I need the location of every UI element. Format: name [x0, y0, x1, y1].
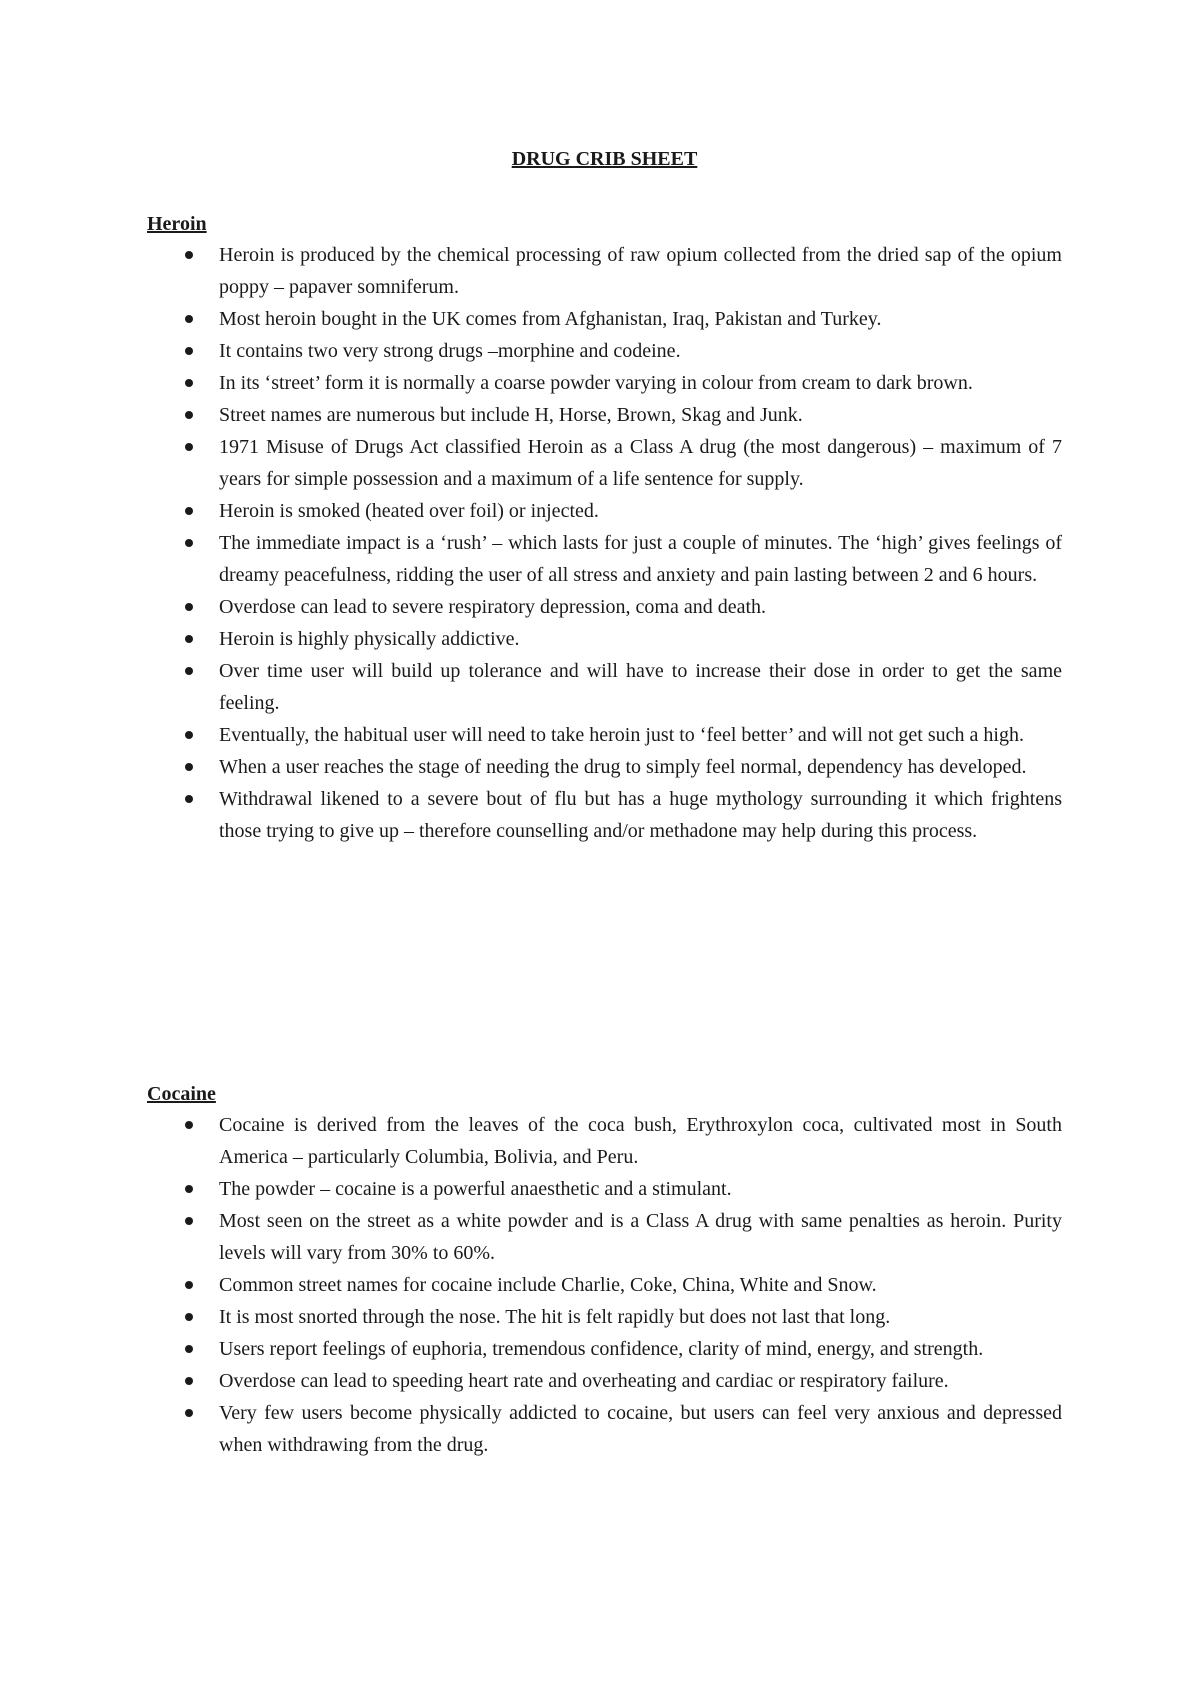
document-title: DRUG CRIB SHEET: [511, 148, 698, 170]
section-heroin: [147, 211, 1062, 847]
bullet-item: Heroin is produced by the chemical processing of raw opium collected from the dried sap of the opium poppy – papaver somniferum.: [147, 239, 1062, 303]
bullet-item: Cocaine is derived from the leaves of the coca bush, Erythroxylon coca, cultivated most in South America – particularly Columbia, Bolivia, and Peru.: [147, 1109, 1062, 1173]
bullet-item: Most heroin bought in the UK comes from Afghanistan, Iraq, Pakistan and Turkey.: [147, 303, 1062, 335]
bullet-item: Users report feelings of euphoria, tremendous confidence, clarity of mind, energy, and strength.: [147, 1333, 1062, 1365]
bullet-item: Eventually, the habitual user will need to take heroin just to ‘feel better’ and will not get such a high.: [147, 719, 1062, 751]
bullet-list-heroin: [147, 239, 1062, 847]
bullet-item: It is most snorted through the nose. The hit is felt rapidly but does not last that long.: [147, 1301, 1062, 1333]
bullet-item: The powder – cocaine is a powerful anaesthetic and a stimulant.: [147, 1173, 1062, 1205]
bullet-item: Common street names for cocaine include Charlie, Coke, China, White and Snow.: [147, 1269, 1062, 1301]
bullet-list-cocaine: [147, 1109, 1062, 1461]
bullet-item: Over time user will build up tolerance and will have to increase their dose in order to get the same feeling.: [147, 655, 1062, 719]
document-page: [147, 0, 1062, 1698]
bullet-item: Street names are numerous but include H, Horse, Brown, Skag and Junk.: [147, 399, 1062, 431]
bullet-item: Overdose can lead to speeding heart rate and overheating and cardiac or respiratory failure.: [147, 1365, 1062, 1397]
bullet-item: It contains two very strong drugs –morphine and codeine.: [147, 335, 1062, 367]
bullet-item: Heroin is smoked (heated over foil) or injected.: [147, 495, 1062, 527]
bullet-item: Most seen on the street as a white powder and is a Class A drug with same penalties as heroin. Purity levels will vary from 30% to 60%.: [147, 1205, 1062, 1269]
section-cocaine: [147, 1081, 1062, 1461]
bullet-item: In its ‘street’ form it is normally a coarse powder varying in colour from cream to dark brown.: [147, 367, 1062, 399]
bullet-item: The immediate impact is a ‘rush’ – which lasts for just a couple of minutes. The ‘high’ gives feelings of dreamy peacefulness, ridding the user of all stress and anxiety and pain lasting between 2 and 6 hours.: [147, 527, 1062, 591]
bullet-item: Withdrawal likened to a severe bout of flu but has a huge mythology surrounding it which frightens those trying to give up – therefore counselling and/or methadone may help during this process.: [147, 783, 1062, 847]
bullet-item: Heroin is highly physically addictive.: [147, 623, 1062, 655]
bullet-item: When a user reaches the stage of needing the drug to simply feel normal, dependency has developed.: [147, 751, 1062, 783]
bullet-item: Overdose can lead to severe respiratory depression, coma and death.: [147, 591, 1062, 623]
section-heading-cocaine: Cocaine: [147, 1083, 216, 1105]
section-heading-heroin: Heroin: [147, 213, 207, 235]
bullet-item: Very few users become physically addicted to cocaine, but users can feel very anxious and depressed when withdrawing from the drug.: [147, 1397, 1062, 1461]
bullet-item: 1971 Misuse of Drugs Act classified Heroin as a Class A drug (the most dangerous) – maximum of 7 years for simple possession and a maximum of a life sentence for supply.: [147, 431, 1062, 495]
